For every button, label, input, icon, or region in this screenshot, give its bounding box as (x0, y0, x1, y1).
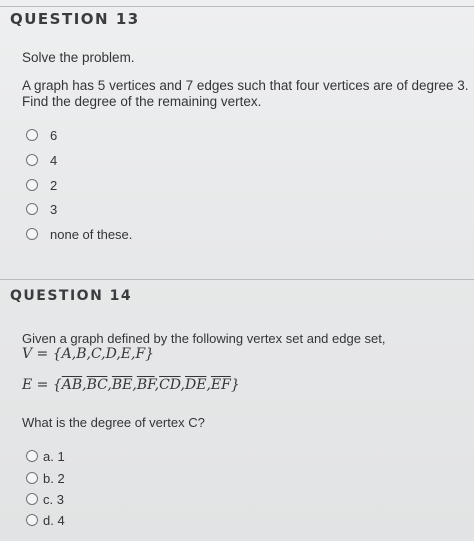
option-label: a. 1 (43, 448, 65, 464)
option-label: b. 2 (43, 470, 65, 486)
edge-de: $\overline{DE}$ (184, 377, 207, 393)
q14-intro: Given a graph defined by the following vertex set and edge set, (22, 331, 386, 346)
section-divider (0, 279, 474, 280)
q13-option-2[interactable] (26, 150, 57, 170)
q14-vertex-set: V = {A,B,C,D,E,F} (22, 346, 155, 362)
q14-option-b[interactable] (26, 468, 65, 488)
radio-button[interactable] (26, 514, 38, 526)
q13-option-1[interactable] (26, 125, 57, 145)
edge-ab: $\overline{AB}$ (61, 377, 83, 393)
q13-prompt-line2: Find the degree of the remaining vertex. (22, 94, 262, 109)
edge-ef: $\overline{EF}$ (210, 377, 231, 393)
q14-option-d[interactable] (26, 510, 65, 530)
option-label: 3 (50, 201, 58, 217)
edge-set-prefix: E = { (22, 377, 62, 393)
q14-option-c[interactable] (26, 489, 64, 509)
radio-button[interactable] (26, 228, 38, 240)
q14-edge-set: $E = \{\overline{AB},\overline{BC},\overline{BE},\overline{BF},\overline{CD},\overline{DE},\overline{EF}\}$ (22, 377, 240, 393)
edge-bf: $\overline{BF}$ (136, 377, 155, 393)
radio-button[interactable] (26, 472, 38, 484)
radio-button[interactable] (26, 154, 38, 166)
radio-button[interactable] (26, 493, 38, 505)
q14-question: What is the degree of vertex C? (22, 415, 205, 430)
question-13-heading: QUESTION 13 (10, 10, 140, 28)
q13-instruction: Solve the problem. (22, 50, 135, 65)
top-divider (0, 6, 474, 7)
q13-option-5[interactable] (26, 224, 132, 244)
edge-cd: $\overline{CD}$ (159, 377, 181, 393)
edge-bc: $\overline{BC}$ (86, 377, 108, 393)
option-label: 2 (50, 177, 58, 193)
option-label: none of these. (50, 226, 133, 242)
radio-button[interactable] (26, 203, 38, 215)
q13-option-3[interactable] (26, 175, 57, 195)
q13-prompt-line1: A graph has 5 vertices and 7 edges such that four vertices are of degree 3. (22, 78, 469, 93)
question-14-heading: QUESTION 14 (10, 288, 133, 304)
radio-button[interactable] (26, 179, 38, 191)
option-label: 6 (50, 127, 58, 143)
option-label: c. 3 (43, 491, 64, 507)
option-label: d. 4 (43, 512, 65, 528)
q13-option-4[interactable] (26, 199, 57, 219)
edge-set-suffix: } (230, 377, 240, 393)
option-label: 4 (50, 152, 58, 168)
edge-be: $\overline{BE}$ (111, 377, 133, 393)
radio-button[interactable] (26, 129, 38, 141)
q14-option-a[interactable] (26, 446, 65, 466)
radio-button[interactable] (26, 450, 38, 462)
